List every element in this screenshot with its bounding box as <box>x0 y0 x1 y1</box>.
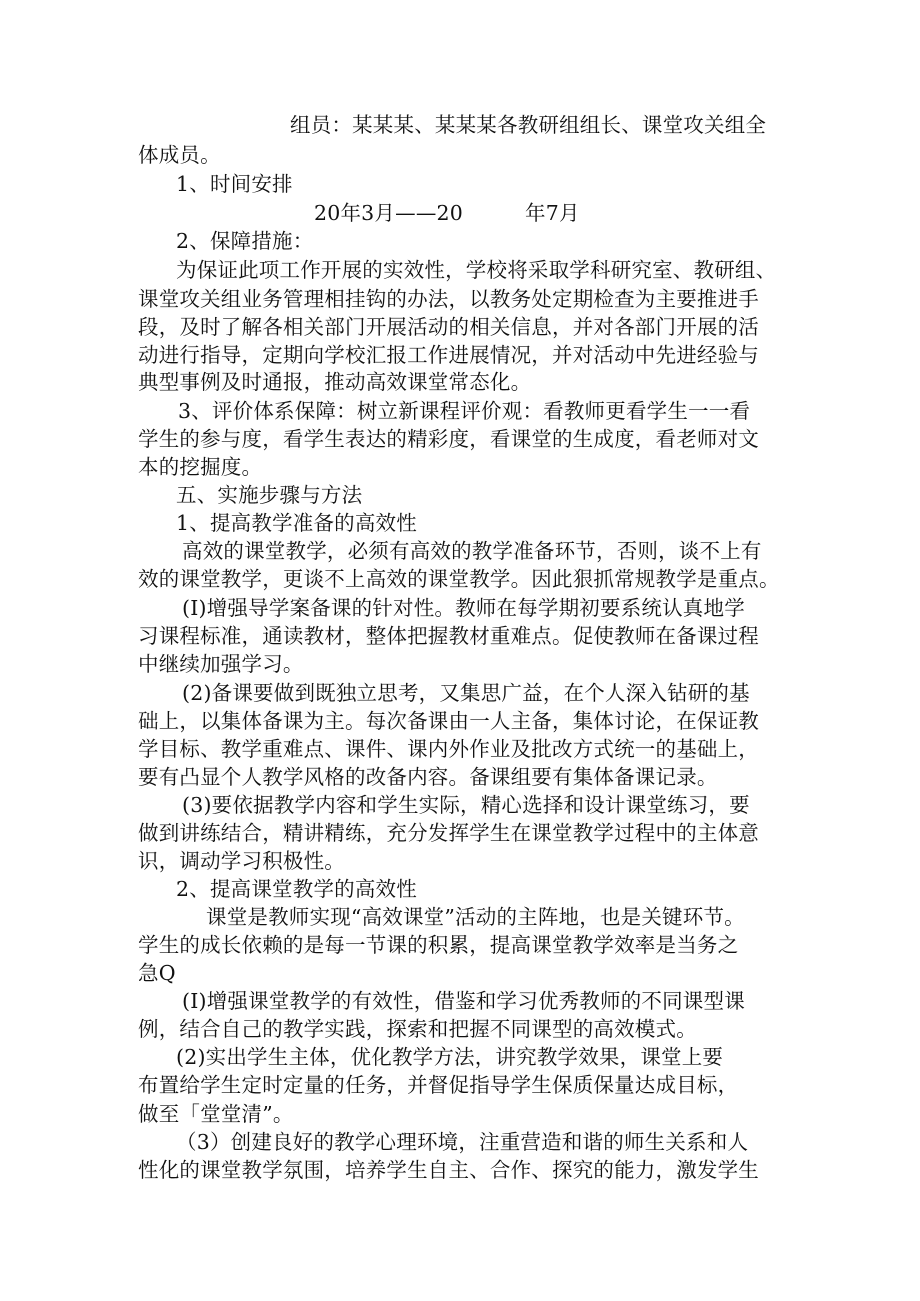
paragraph-line: 做到讲练结合，精讲精练，充分发挥学生在课堂教学过程中的主体意 <box>138 821 759 845</box>
paragraph-line: （3）创建良好的教学心理环境，注重营造和谐的师生关系和人 <box>176 1130 749 1154</box>
paragraph-line: 学目标、教学重难点、课件、课内外作业及批改方式统一的基础上， <box>138 737 759 761</box>
paragraph-line: 性化的课堂教学氛围，培养学生自主、合作、探究的能力，激发学生 <box>138 1158 759 1182</box>
paragraph-line: 急Q <box>138 961 176 985</box>
time-end: 年7月 <box>525 201 580 225</box>
paragraph-line: 课堂攻关组业务管理相挂钩的办法，以教务处定期检查为主要推进手 <box>138 287 759 311</box>
section5-heading: 五、实施步骤与方法 <box>176 483 363 507</box>
paragraph-line: 段，及时了解各相关部门开展活动的相关信息，并对各部门开展的活 <box>138 315 759 339</box>
members-line: 组员：某某某、某某某各教研组组长、课堂攻关组全 <box>290 113 767 137</box>
time-heading: 1、时间安排 <box>176 172 293 196</box>
paragraph-line: (3)要依据教学内容和学生实际，精心选择和设计课堂练习，要 <box>182 793 750 817</box>
paragraph-line: 中继续加强学习。 <box>138 652 304 676</box>
members-line-cont: 体成员。 <box>138 143 221 167</box>
paragraph-line: 课堂是教师实现“高效课堂”活动的主阵地，也是关键环节。 <box>206 905 745 929</box>
sub1-heading: 1、提高教学准备的高效性 <box>176 511 417 535</box>
paragraph-line: 为保证此项工作开展的实效性，学校将采取学科研究室、教研组、 <box>176 258 777 282</box>
time-start: 20年3月——20 <box>314 201 464 225</box>
paragraph-line: 高效的课堂教学，必须有高效的教学准备环节，否则，谈不上有 <box>182 539 762 563</box>
paragraph-line: 础上，以集体备课为主。每次备课由一人主备，集体讨论，在保证教 <box>138 709 759 733</box>
eval-heading-line: 3、评价体系保障：树立新课程评价观：看教师更看学生一一看 <box>178 399 751 423</box>
paragraph-line: 学生的成长依赖的是每一节课的积累，提高课堂教学效率是当务之 <box>138 933 739 957</box>
paragraph-line: 动进行指导，定期向学校汇报工作进展情况，并对活动中先进经验与 <box>138 343 759 367</box>
paragraph-line: 例，结合自己的教学实践，探索和把握不同课型的高效模式。 <box>138 1017 697 1041</box>
paragraph-line: (I)增强导学案备课的针对性。教师在每学期初要系统认真地学 <box>182 596 745 620</box>
paragraph-line: 做至「堂堂清”。 <box>138 1102 294 1126</box>
paragraph-line: 习课程标准，通读教材，整体把握教材重难点。促使教师在备课过程 <box>138 624 759 648</box>
paragraph-line: 效的课堂教学，更谈不上高效的课堂教学。因此狠抓常规教学是重点。 <box>138 567 780 591</box>
paragraph-line: 要有凸显个人教学风格的改备内容。备课组要有集体备课记录。 <box>138 765 718 789</box>
paragraph-line: 布置给学生定时定量的任务，并督促指导学生保质保量达成目标， <box>138 1073 739 1097</box>
sub2-heading: 2、提高课堂教学的高效性 <box>176 877 417 901</box>
paragraph-line: 典型事例及时通报，推动高效课堂常态化。 <box>138 370 532 394</box>
paragraph-line: (I)增强课堂教学的有效性，借鉴和学习优秀教师的不同课型课 <box>182 989 745 1013</box>
paragraph-line: (2)备课要做到既独立思考，又集思广益，在个人深入钻研的基 <box>182 681 750 705</box>
time-range <box>314 198 580 228</box>
paragraph-line: 识，调动学习积极性。 <box>138 849 345 873</box>
paragraph-line: 学生的参与度，看学生表达的精彩度，看课堂的生成度，看老师对文 <box>138 427 759 451</box>
measures-heading: 2、保障措施： <box>176 229 314 253</box>
paragraph-line: (2)实出学生主体，优化教学方法，讲究教学效果，课堂上要 <box>176 1045 724 1069</box>
paragraph-line: 本的挖掘度。 <box>138 455 263 479</box>
